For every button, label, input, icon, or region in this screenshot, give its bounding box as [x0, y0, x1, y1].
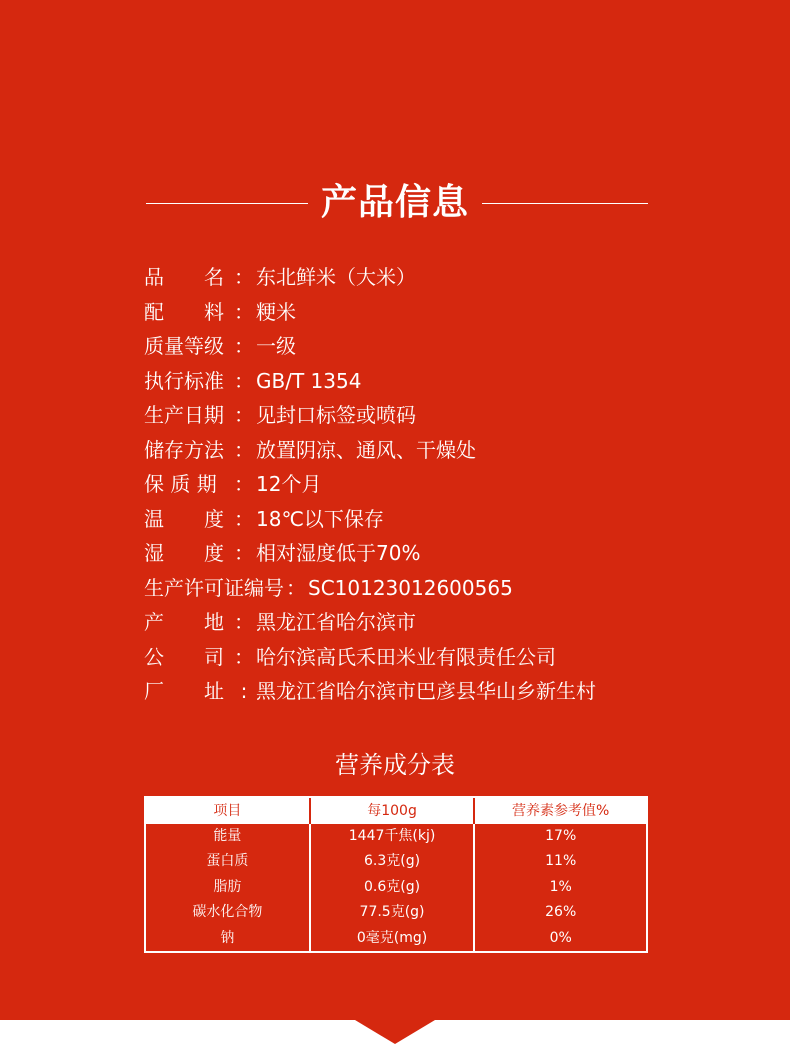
info-value: 12个月 — [256, 472, 322, 496]
nutrition-table-body — [146, 824, 646, 951]
cell-amount: 0毫克(mg) — [309, 926, 474, 951]
table-row — [146, 875, 646, 900]
info-row-standard — [144, 364, 704, 399]
info-separator: ： — [234, 437, 254, 462]
info-label: 保 质 期 — [144, 472, 217, 496]
table-row — [146, 926, 646, 951]
info-separator: ： — [234, 472, 254, 496]
cell-nrv: 0% — [473, 926, 646, 951]
info-value: GB/T 1354 — [256, 368, 362, 393]
header-item: 项目 — [213, 803, 242, 819]
header-nrv: 营养素参考值% — [473, 798, 646, 824]
info-label: 配 料 — [144, 299, 224, 324]
info-label: 生产日期 — [144, 403, 224, 427]
info-label: 公 司 — [144, 644, 224, 669]
info-row-humidity — [144, 536, 704, 571]
info-value: 东北鲜米（大米） — [256, 265, 416, 289]
info-separator: : — [240, 679, 248, 703]
info-value: 见封口标签或喷码 — [256, 403, 416, 427]
info-row-temperature — [144, 502, 704, 537]
cell-item: 蛋白质 — [206, 853, 249, 870]
info-separator: ： — [234, 403, 254, 427]
cell-item: 能量 — [213, 828, 242, 844]
cell-item: 碳水化合物 — [192, 904, 263, 921]
info-label: 产 地 — [144, 610, 224, 634]
nutrition-title: 营养成分表 — [335, 751, 455, 779]
product-info-list — [144, 260, 704, 709]
info-value: 放置阴凉、通风、干燥处 — [256, 437, 476, 462]
info-row-company — [144, 640, 704, 675]
cell-nrv: 1% — [473, 875, 646, 900]
info-separator: ： — [234, 299, 254, 324]
info-value: 相对湿度低于70% — [256, 541, 421, 565]
cell-amount: 77.5克(g) — [309, 900, 474, 925]
info-separator: ： — [234, 644, 254, 669]
info-row-license — [144, 571, 704, 606]
info-label: 执行标准 — [144, 368, 224, 393]
nutrition-table — [144, 796, 648, 953]
title-divider-right — [482, 203, 648, 204]
section-title: 产品信息 — [320, 182, 469, 223]
down-arrow-decoration — [355, 1020, 435, 1044]
info-label: 湿 度 — [144, 541, 224, 565]
info-value: 粳米 — [256, 299, 296, 324]
cell-amount: 1447千焦(kj) — [309, 824, 474, 849]
info-separator: ： — [286, 575, 306, 600]
info-label: 厂 址 — [144, 679, 224, 703]
info-separator: ： — [234, 334, 254, 358]
info-label: 温 度 — [144, 506, 224, 531]
cell-item: 钠 — [220, 929, 235, 946]
cell-amount: 6.3克(g) — [309, 849, 474, 874]
cell-nrv: 26% — [473, 900, 646, 925]
info-separator: ： — [234, 506, 254, 531]
info-separator: ： — [234, 541, 254, 565]
info-row-grade — [144, 329, 704, 364]
info-separator: ： — [234, 610, 254, 634]
info-label: 储存方法 — [144, 437, 224, 462]
info-label: 品 名 — [144, 265, 224, 289]
info-value: SC10123012600565 — [308, 575, 513, 600]
info-row-name — [144, 260, 704, 295]
info-row-shelf-life — [144, 467, 704, 502]
cell-amount: 0.6克(g) — [309, 875, 474, 900]
header-per-100g: 每100g — [309, 798, 474, 824]
cell-nrv: 11% — [473, 849, 646, 874]
info-value: 一级 — [256, 334, 296, 358]
table-row — [146, 849, 646, 874]
info-value: 黑龙江省哈尔滨市巴彦县华山乡新生村 — [256, 679, 596, 703]
info-row-address — [144, 674, 704, 709]
cell-item: 脂肪 — [213, 878, 242, 895]
nutrition-table-header — [146, 798, 646, 824]
info-value: 18℃以下保存 — [256, 506, 384, 531]
info-value: 哈尔滨高氏禾田米业有限责任公司 — [256, 644, 556, 669]
table-row — [146, 824, 646, 849]
info-separator: ： — [234, 368, 254, 393]
info-value: 黑龙江省哈尔滨市 — [256, 610, 416, 634]
info-row-ingredients — [144, 295, 704, 330]
table-row — [146, 900, 646, 925]
info-label: 生产许可证编号 — [144, 575, 284, 600]
info-row-storage — [144, 433, 704, 468]
info-row-production-date — [144, 398, 704, 433]
info-label: 质量等级 — [144, 334, 224, 358]
info-row-origin — [144, 605, 704, 640]
cell-nrv: 17% — [473, 824, 646, 849]
section-title-row — [0, 178, 790, 228]
info-separator: ： — [234, 265, 254, 289]
